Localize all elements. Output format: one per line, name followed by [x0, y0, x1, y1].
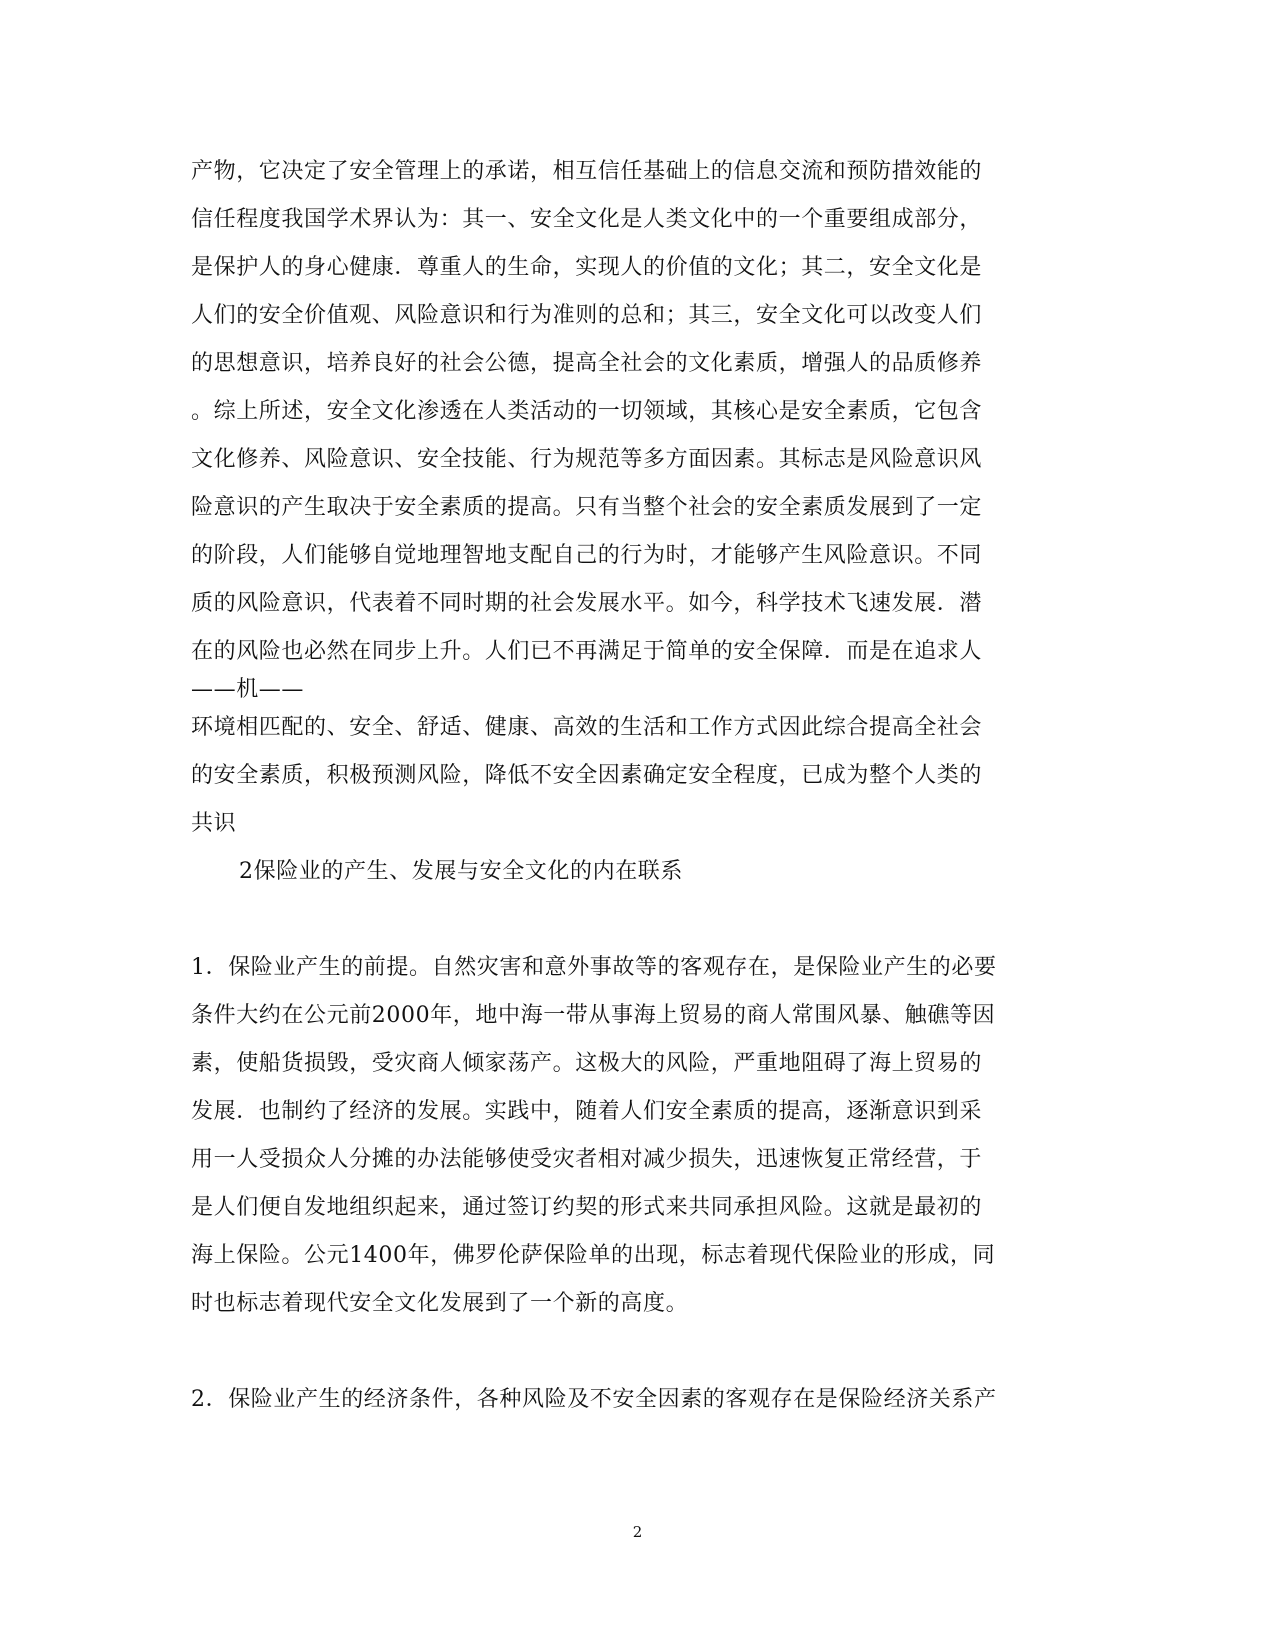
- body-text-line: 质的风险意识，代表着不同时期的社会发展水平。如今，科学技术飞速发展．潜: [191, 591, 983, 616]
- body-text-line: ——机——: [191, 677, 305, 702]
- body-text-line: 文化修养、风险意识、安全技能、行为规范等多方面因素。其标志是风险意识风: [191, 447, 983, 472]
- body-text-line: 的阶段，人们能够自觉地理智地支配自己的行为时，才能够产生风险意识。不同: [191, 543, 983, 568]
- body-text-line: 的安全素质，积极预测风险，降低不安全因素确定安全程度，已成为整个人类的: [191, 763, 983, 788]
- body-text-line: 。综上所述，安全文化渗透在人类活动的一切领域，其核心是安全素质，它包含: [191, 399, 983, 424]
- body-text-line: 2．保险业产生的经济条件，各种风险及不安全因素的客观存在是保险经济关系产: [191, 1387, 997, 1412]
- body-text-line: 产物，它决定了安全管理上的承诺，相互信任基础上的信息交流和预防措效能的: [191, 159, 983, 184]
- body-text-line: 共识: [191, 811, 237, 836]
- body-text-line: 是人们便自发地组织起来，通过签订约契的形式来共同承担风险。这就是最初的: [191, 1195, 983, 1220]
- body-text-line: 环境相匹配的、安全、舒适、健康、高效的生活和工作方式因此综合提高全社会: [191, 715, 983, 740]
- body-text-line: 信任程度我国学术界认为：其一、安全文化是人类文化中的一个重要组成部分，: [191, 207, 983, 232]
- body-text-line: 素，使船货损毁，受灾商人倾家荡产。这极大的风险，严重地阻碍了海上贸易的: [191, 1051, 983, 1076]
- body-text-line: 险意识的产生取决于安全素质的提高。只有当整个社会的安全素质发展到了一定: [191, 495, 983, 520]
- body-text-line: 是保护人的身心健康．尊重人的生命，实现人的价值的文化；其二，安全文化是: [191, 255, 983, 280]
- body-text-line: 1．保险业产生的前提。自然灾害和意外事故等的客观存在，是保险业产生的必要: [191, 955, 997, 980]
- body-text-line: 时也标志着现代安全文化发展到了一个新的高度。: [191, 1291, 689, 1316]
- body-text-line: 人们的安全价值观、风险意识和行为准则的总和；其三，安全文化可以改变人们: [191, 303, 983, 328]
- body-text-line: 海上保险。公元1400年，佛罗伦萨保险单的出现，标志着现代保险业的形成，同: [191, 1243, 996, 1268]
- body-text-line: 条件大约在公元前2000年，地中海一带从事海上贸易的商人常围风暴、触礁等因: [191, 1003, 996, 1028]
- section-heading: 2保险业的产生、发展与安全文化的内在联系: [239, 859, 683, 884]
- body-text-line: 的思想意识，培养良好的社会公德，提高全社会的文化素质，增强人的品质修养: [191, 351, 983, 376]
- body-text-line: 发展．也制约了经济的发展。实践中，随着人们安全素质的提高，逐渐意识到采: [191, 1099, 983, 1124]
- page-number: 2: [632, 1523, 643, 1541]
- body-text-line: 用一人受损众人分摊的办法能够使受灾者相对减少损失，迅速恢复正常经营，于: [191, 1147, 983, 1172]
- body-text-line: 在的风险也必然在同步上升。人们已不再满足于简单的安全保障．而是在追求人: [191, 639, 983, 664]
